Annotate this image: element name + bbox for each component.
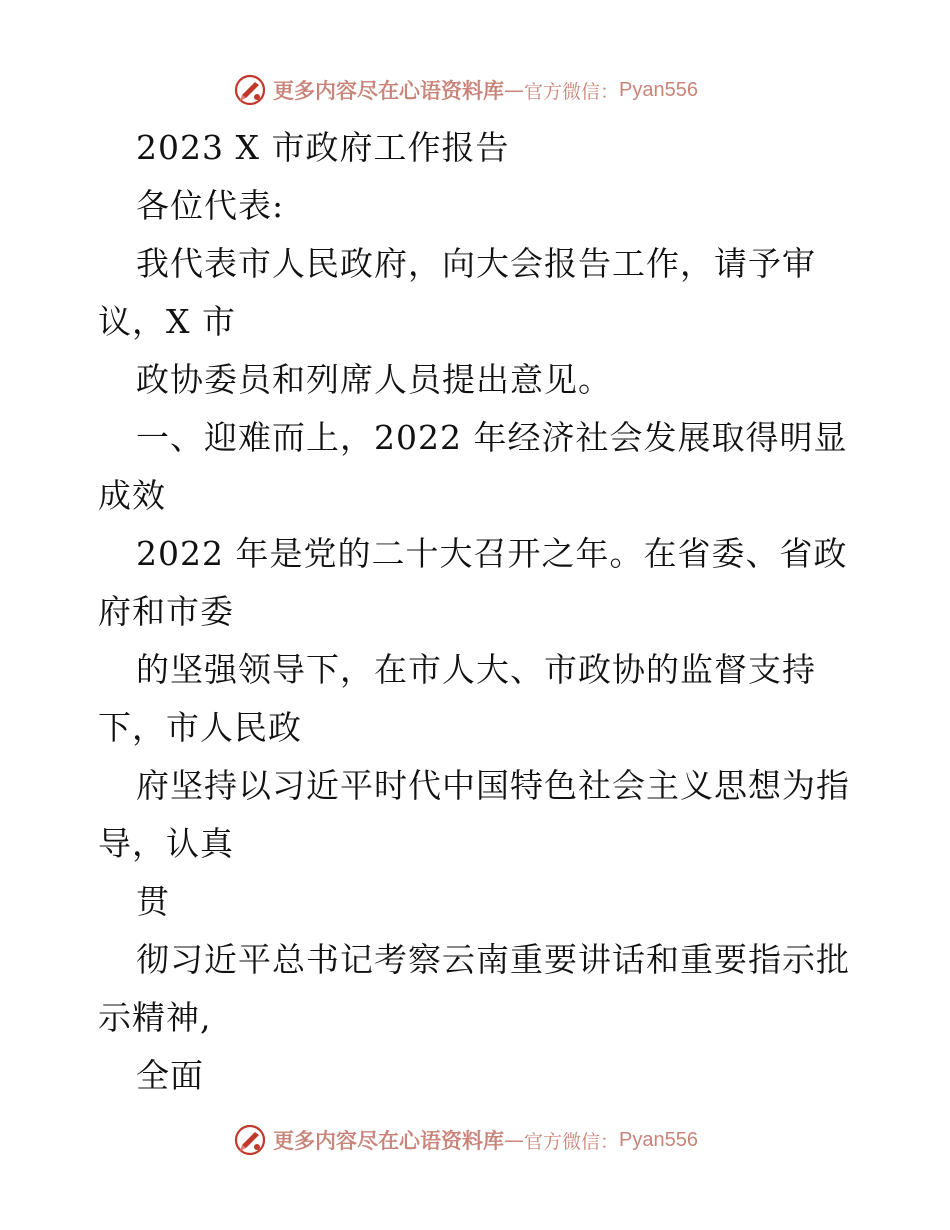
paragraph-line: 府和市委	[98, 592, 234, 631]
watermark-brand-text: 更多内容尽在心语资料库	[273, 78, 504, 103]
paragraph-line: 彻习近平总书记考察云南重要讲话和重要指示批	[136, 940, 850, 979]
watermark-wechat-label: 官方微信：	[524, 80, 620, 103]
paragraph-line: 府坚持以习近平时代中国特色社会主义思想为指	[136, 766, 850, 805]
paragraph-line: 贯	[136, 882, 170, 921]
watermark-banner-top	[233, 72, 698, 108]
document-title: 2023 X 市政府工作报告	[136, 128, 510, 167]
paragraph-line: 政协委员和列席人员提出意见。	[136, 360, 612, 399]
section-heading-cont: 成效	[98, 476, 166, 515]
watermark-separator: —	[504, 78, 524, 102]
watermark-wechat-label: 官方微信：	[524, 1130, 620, 1153]
paragraph-line: 议，X 市	[98, 302, 236, 341]
watermark-wechat-account: Pyan556	[619, 1128, 698, 1151]
watermark-wechat-account: Pyan556	[619, 78, 698, 101]
salutation: 各位代表:	[136, 186, 285, 225]
paragraph-line: 我代表市人民政府，向大会报告工作，请予审	[136, 244, 816, 283]
red-pen-logo-icon	[233, 73, 267, 107]
section-heading: 一、迎难而上，2022 年经济社会发展取得明显	[136, 418, 848, 457]
paragraph-line: 下，市人民政	[98, 708, 302, 747]
red-pen-logo-icon	[233, 1123, 267, 1157]
watermark-separator: —	[504, 1128, 524, 1152]
watermark-brand-text: 更多内容尽在心语资料库	[273, 1128, 504, 1153]
watermark-banner-bottom	[233, 1122, 698, 1158]
paragraph-line: 示精神,	[98, 998, 212, 1037]
paragraph-line: 导，认真	[98, 824, 234, 863]
paragraph-line: 2022 年是党的二十大召开之年。在省委、省政	[136, 534, 848, 573]
paragraph-line: 全面	[136, 1056, 204, 1095]
paragraph-line: 的坚强领导下，在市人大、市政协的监督支持	[136, 650, 816, 689]
